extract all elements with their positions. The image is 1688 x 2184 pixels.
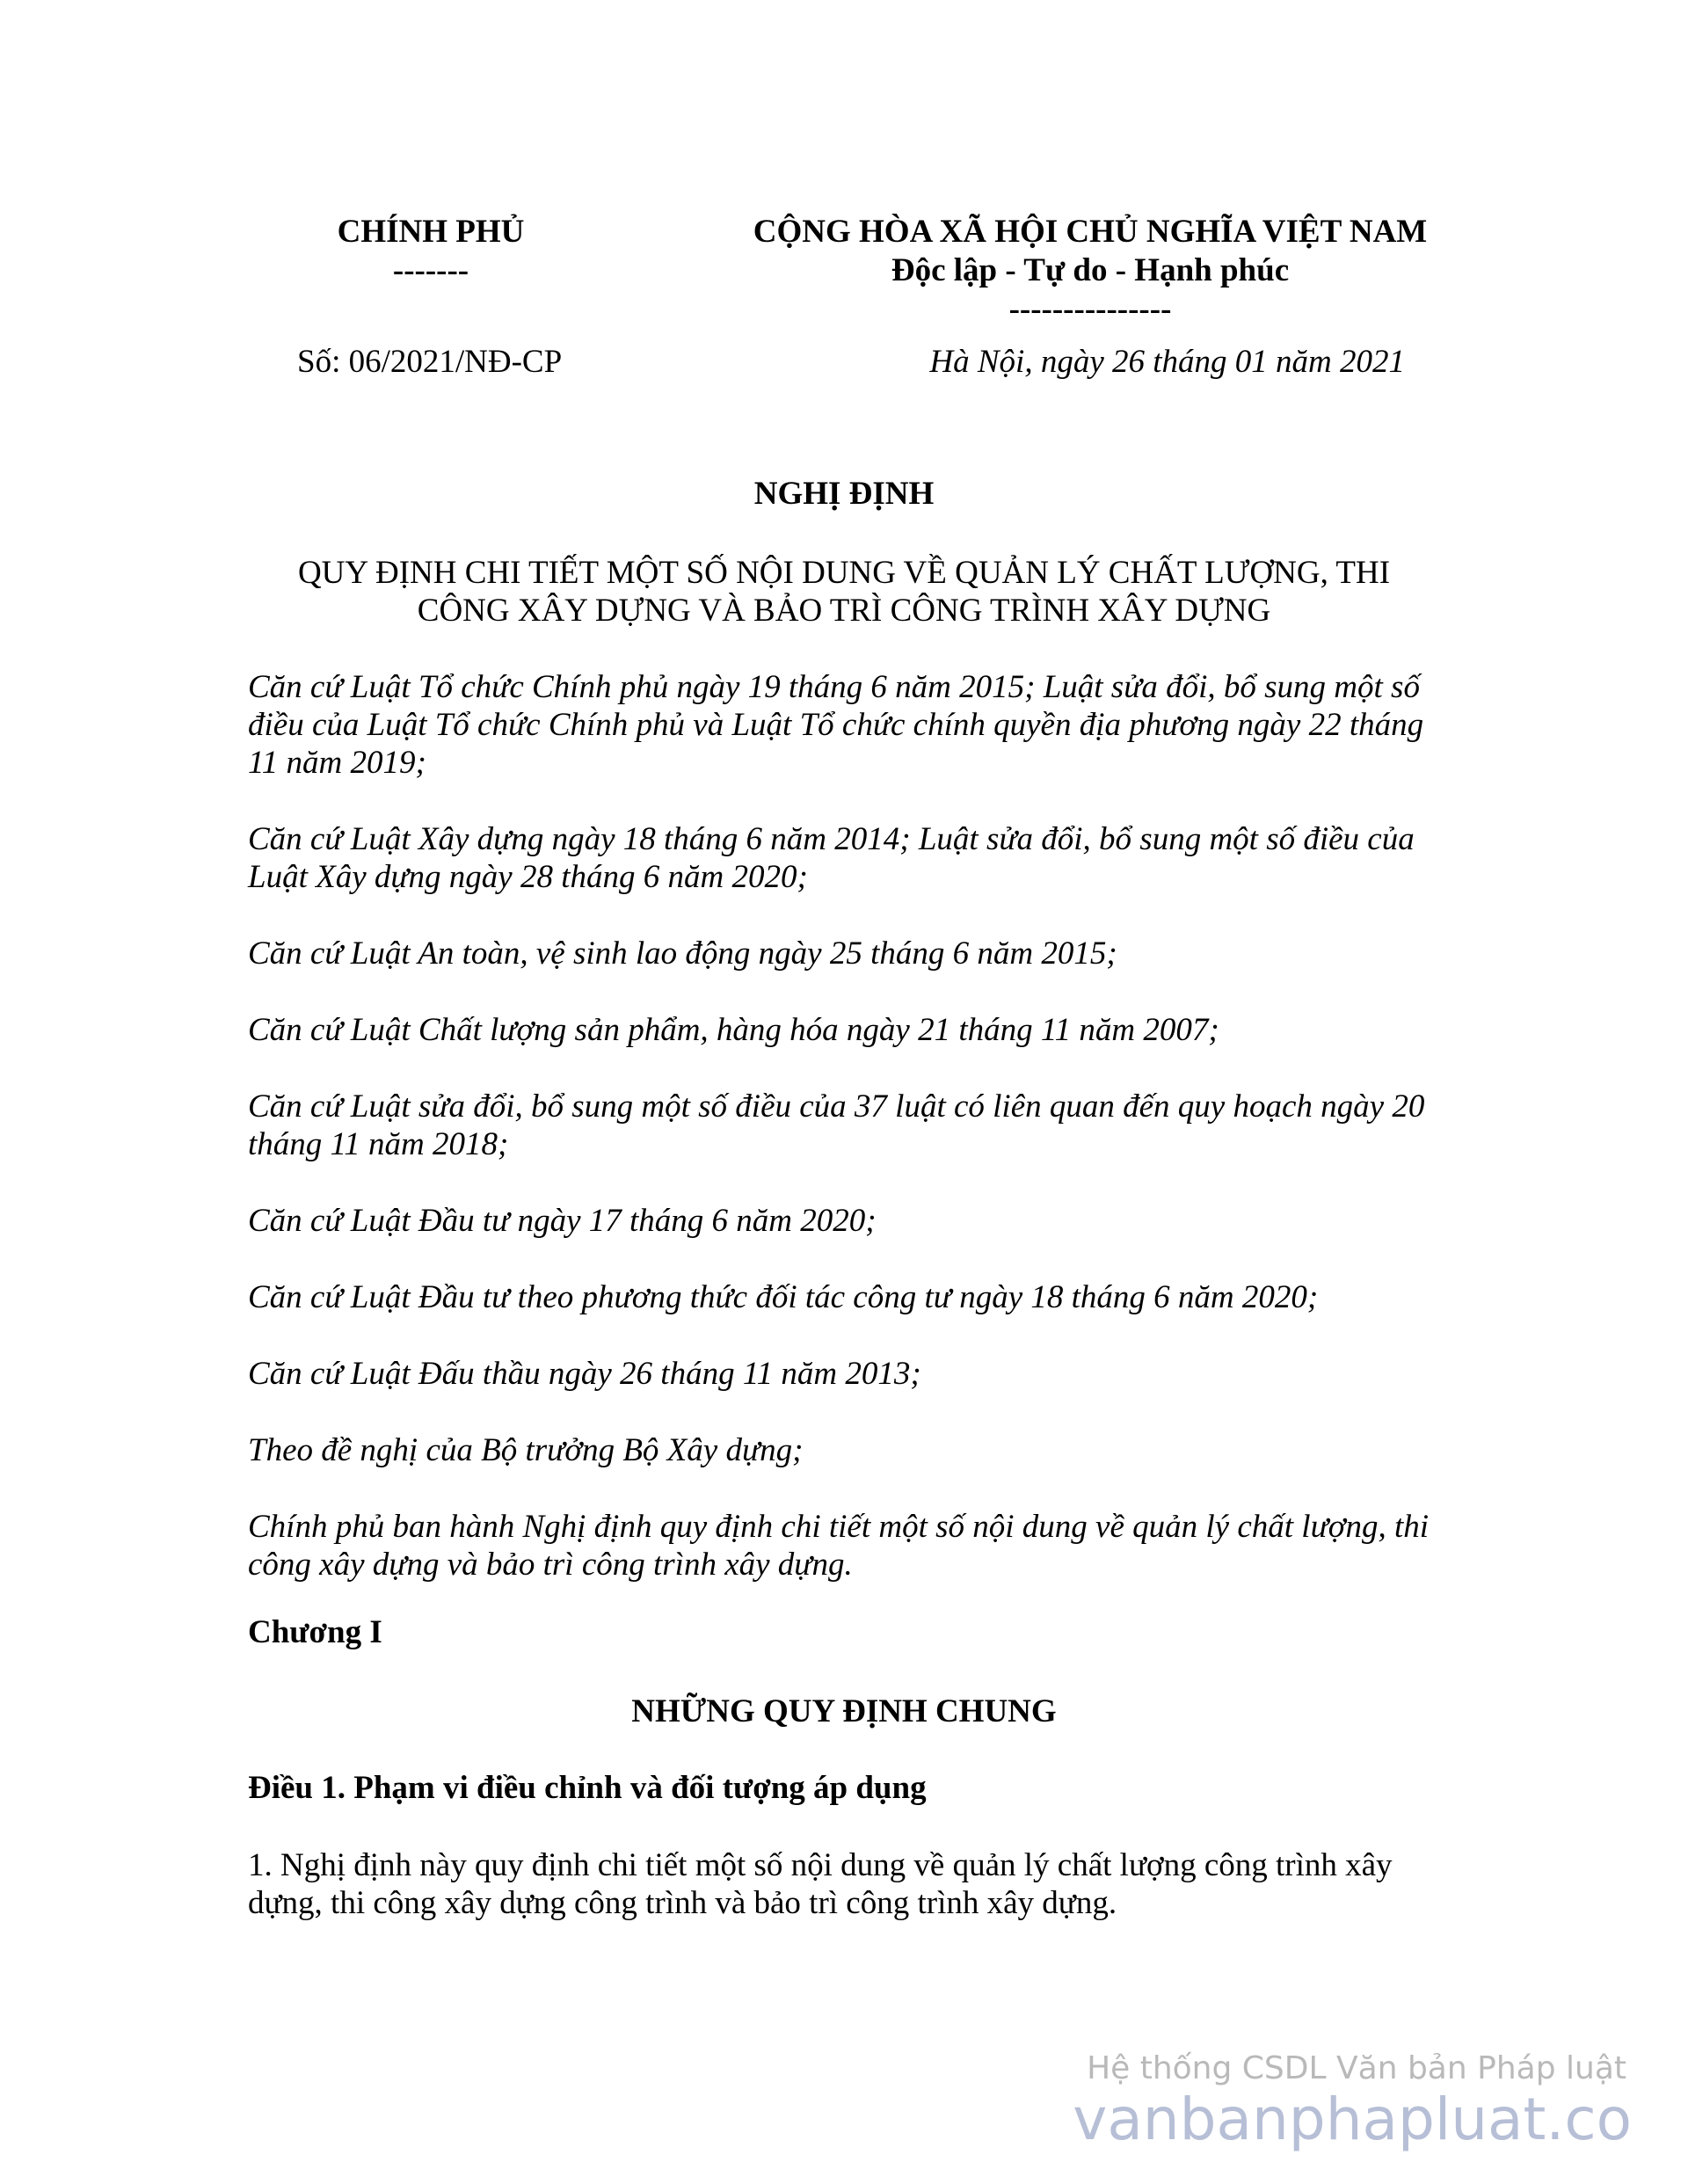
legal-basis-6: Căn cứ Luật Đầu tư ngày 17 tháng 6 năm 2020; — [248, 1203, 877, 1239]
document-date: Hà Nội, ngày 26 tháng 01 năm 2021 — [929, 344, 1405, 380]
legal-basis-3: Căn cứ Luật An toàn, vệ sinh lao động ngày 25 tháng 6 năm 2015; — [248, 935, 1117, 972]
document-subtitle — [229, 554, 1459, 630]
chapter-label: Chương I — [248, 1614, 382, 1650]
subtitle-line-2: CÔNG XÂY DỰNG VÀ BẢO TRÌ CÔNG TRÌNH XÂY DỰNG — [417, 593, 1271, 629]
national-motto: Độc lập - Tự do - Hạnh phúc — [891, 252, 1290, 288]
watermark-caption: Hệ thống CSDL Văn bản Pháp luật — [1087, 2050, 1626, 2086]
promulgation-line: Chính phủ ban hành Nghị định quy định chi tiết một số nội dung về quản lý chất lượng, thi công xây dựng và bảo trì công trình xây dựng. — [248, 1509, 1430, 1583]
document-number: Số: 06/2021/NĐ-CP — [297, 344, 563, 380]
legal-basis-7: Căn cứ Luật Đầu tư theo phương thức đối tác công tư ngày 18 tháng 6 năm 2020; — [248, 1279, 1319, 1315]
article-paragraph-1: 1. Nghị định này quy định chi tiết một số nội dung về quản lý chất lượng công trình xây dựng, thi công xây dựng công trình và bảo trì công trình xây dựng. — [248, 1847, 1393, 1921]
subtitle-line-1: QUY ĐỊNH CHI TIẾT MỘT SỐ NỘI DUNG VỀ QUẢN LÝ CHẤT LƯỢNG, THI — [297, 555, 1391, 591]
article-title: Điều 1. Phạm vi điều chỉnh và đối tượng áp dụng — [248, 1770, 927, 1806]
watermark-site: vanbanphapluat.co — [1073, 2086, 1632, 2153]
motto-divider: --------------- — [1008, 291, 1172, 327]
legal-basis-4: Căn cứ Luật Chất lượng sản phẩm, hàng hóa ngày 21 tháng 11 năm 2007; — [248, 1012, 1219, 1048]
chapter-title: NHỮNG QUY ĐỊNH CHUNG — [631, 1693, 1057, 1729]
legal-basis-5: Căn cứ Luật sửa đổi, bổ sung một số điều của 37 luật có liên quan đến quy hoạch ngày 20 tháng 11 năm 2018; — [248, 1088, 1425, 1162]
proposal-line: Theo đề nghị của Bộ trưởng Bộ Xây dựng; — [248, 1432, 804, 1468]
document-type: NGHỊ ĐỊNH — [753, 476, 935, 512]
country-name: CỘNG HÒA XÃ HỘI CHỦ NGHĨA VIỆT NAM — [753, 214, 1428, 250]
agency-divider: ------- — [392, 252, 469, 288]
legal-basis-8: Căn cứ Luật Đấu thầu ngày 26 tháng 11 năm 2013; — [248, 1356, 921, 1392]
agency-name: CHÍNH PHỦ — [337, 214, 525, 250]
legal-basis-2: Căn cứ Luật Xây dựng ngày 18 tháng 6 năm 2014; Luật sửa đổi, bổ sung một số điều của Luật Xây dựng ngày 28 tháng 6 năm 2020; — [248, 821, 1415, 895]
legal-basis-1: Căn cứ Luật Tổ chức Chính phủ ngày 19 tháng 6 năm 2015; Luật sửa đổi, bổ sung một số điều của Luật Tổ chức Chính phủ và Luật Tổ chức chính quyền địa phương ngày 22 tháng 11 năm 2019; — [248, 669, 1424, 781]
